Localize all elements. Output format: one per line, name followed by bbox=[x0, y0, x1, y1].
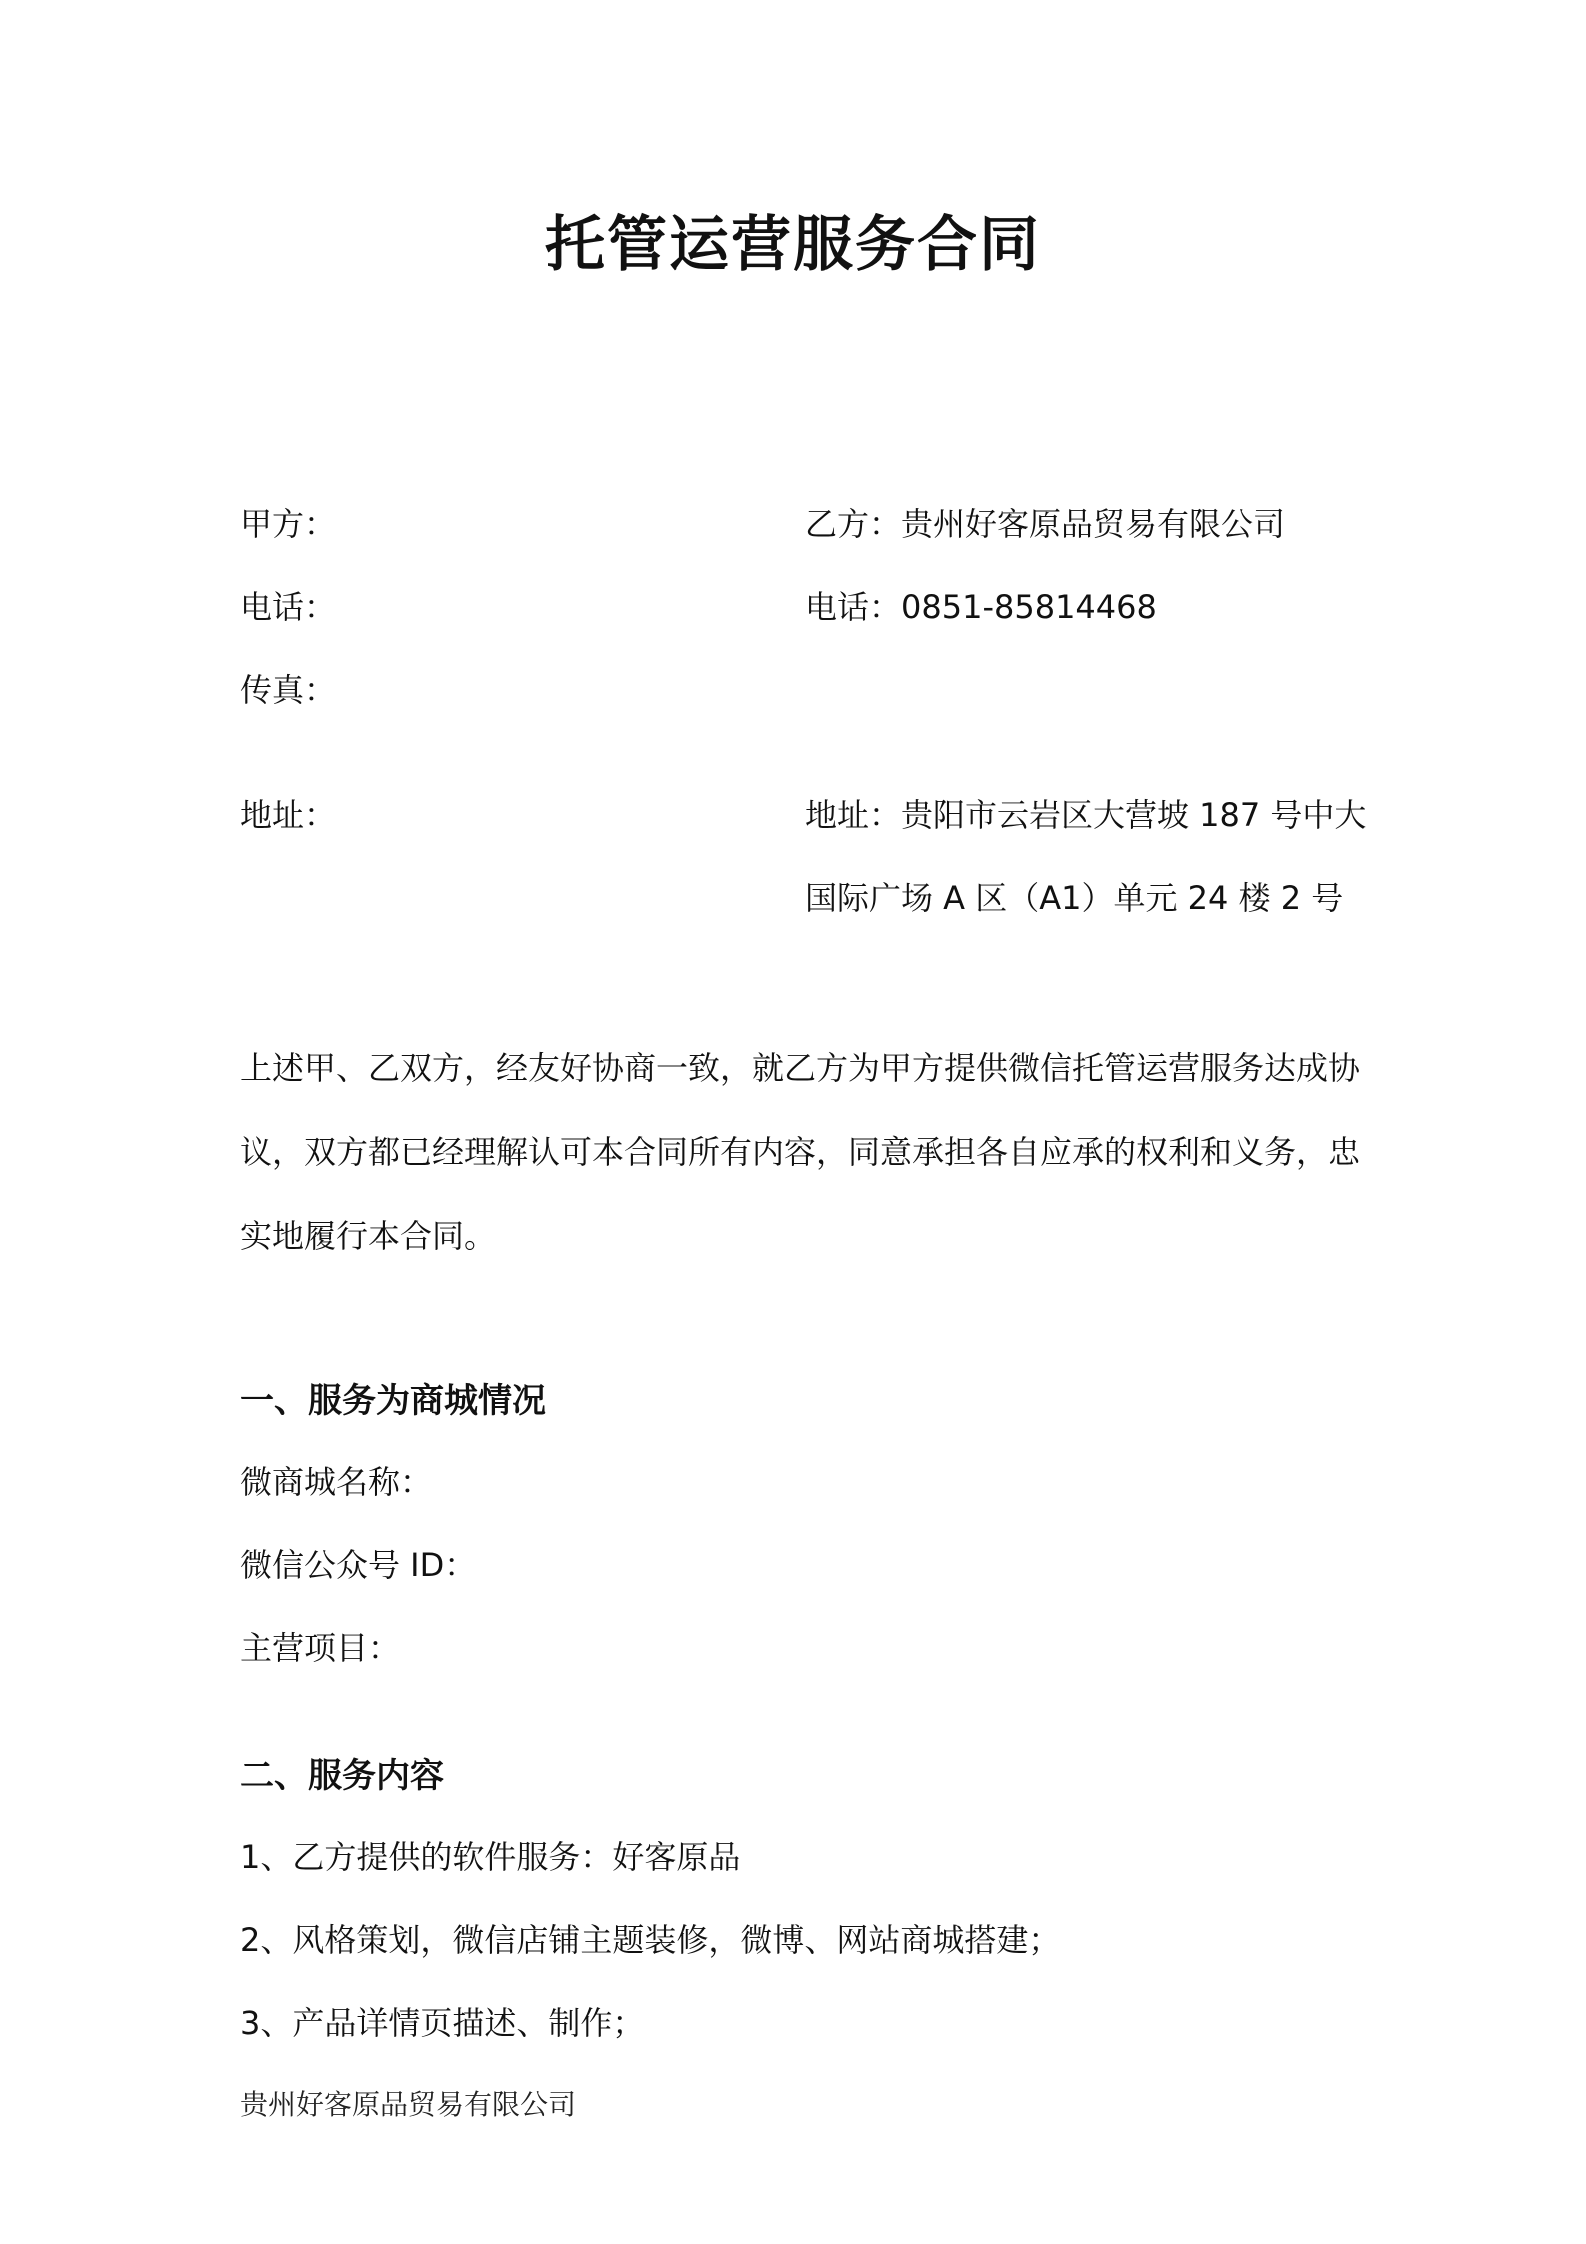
document-title: 托管运营服务合同 bbox=[545, 210, 1041, 280]
party-b-phone: 电话：0851-85814468 bbox=[805, 588, 1157, 626]
preamble-paragraph bbox=[240, 1026, 1361, 1278]
party-a-phone-label: 电话： bbox=[240, 588, 337, 626]
preamble-line: 实地履行本合同。 bbox=[240, 1217, 497, 1255]
party-a-label: 甲方： bbox=[240, 505, 337, 543]
section-1-heading: 一、服务为商城情况 bbox=[240, 1381, 546, 1421]
page-footer: 贵州好客原品贸易有限公司 bbox=[240, 2088, 577, 2121]
party-b-address-line-1: 地址：贵阳市云岩区大营坡 187 号中大 bbox=[805, 796, 1367, 834]
service-item-3: 3、产品详情页描述、制作； bbox=[240, 2004, 645, 2042]
wechat-id-label: 微信公众号 ID： bbox=[240, 1546, 477, 1584]
party-b-address-line-2: 国际广场 A 区（A1）单元 24 楼 2 号 bbox=[805, 879, 1344, 917]
section-2-heading: 二、服务内容 bbox=[240, 1756, 444, 1796]
party-a-fax-label: 传真： bbox=[240, 671, 337, 709]
service-item-2: 2、风格策划，微信店铺主题装修，微博、网站商城搭建； bbox=[240, 1921, 1061, 1959]
mall-name-label: 微商城名称： bbox=[240, 1463, 433, 1501]
party-a-address-label: 地址： bbox=[240, 796, 337, 834]
party-b-name: 乙方：贵州好客原品贸易有限公司 bbox=[805, 505, 1286, 543]
service-item-1: 1、乙方提供的软件服务：好客原品 bbox=[240, 1838, 741, 1876]
main-business-label: 主营项目： bbox=[240, 1629, 401, 1667]
preamble-line: 上述甲、乙双方，经友好协商一致，就乙方为甲方提供微信托管运营服务达成协 bbox=[240, 1049, 1361, 1087]
preamble-line: 议，双方都已经理解认可本合同所有内容，同意承担各自应承的权利和义务，忠 bbox=[240, 1133, 1361, 1171]
